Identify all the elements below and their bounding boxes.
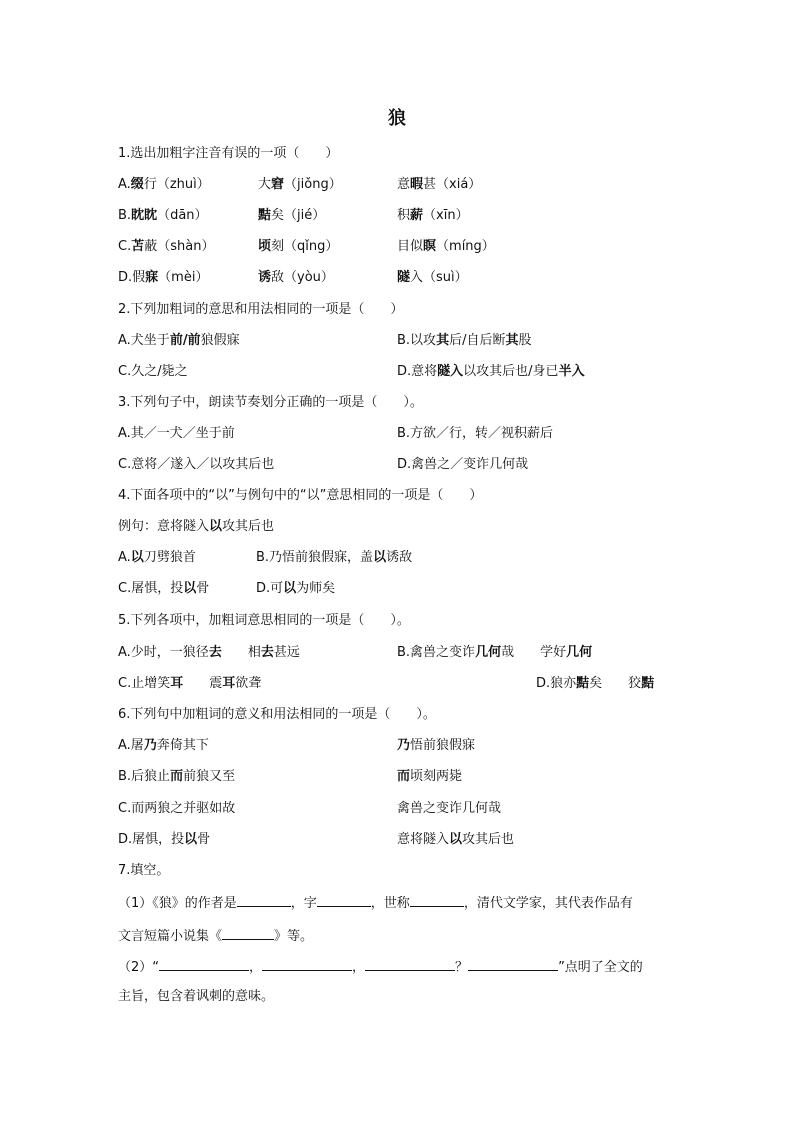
q2-option-c: C.久之/毙之 — [118, 364, 188, 379]
answer-blank-quote-2[interactable] — [262, 957, 352, 971]
question-7-stem: 7.填空。 — [118, 863, 170, 878]
question-3-stem: 3.下列句子中，朗读节奏划分正确的一项是（ ）。 — [118, 395, 423, 410]
answer-blank-quote-3[interactable] — [365, 957, 455, 971]
answer-blank-quote-1[interactable] — [159, 957, 249, 971]
q7-item-1-cont: 文言短篇小说集《 》等。 — [118, 926, 313, 946]
question-5-stem: 5.下列各项中，加粗词意思相同的一项是（ ）。 — [118, 613, 410, 628]
q6-option-d: D.屠惧，投以骨 — [118, 832, 211, 847]
q3-option-d: D.禽兽之／变诈几何哉 — [397, 457, 529, 472]
answer-blank-collection[interactable] — [222, 926, 274, 940]
q2-option-b: B.以攻其后/自后断其股 — [397, 333, 532, 348]
q4-option-c: C.屠惧，投以骨 — [118, 581, 210, 596]
q7-item-2: （2）“ ， ， ？ ”点明了全文的 — [118, 957, 643, 977]
q5-option-b: B.禽兽之变诈几何哉 学好几何 — [397, 645, 593, 660]
q4-option-a: A.以刀劈狼首 — [118, 550, 196, 565]
q1-option-a-2: 大窘（jiǒng） — [258, 177, 342, 192]
q3-option-b: B.方欲／行，转／视积薪后 — [397, 426, 554, 441]
answer-blank-author[interactable] — [237, 893, 291, 907]
q1-option-c-3: 目似瞑（míng） — [397, 239, 495, 254]
question-4-stem: 4.下面各项中的“以”与例句中的“以”意思相同的一项是（ ） — [118, 488, 483, 503]
q4-option-d: D.可以为师矣 — [256, 581, 336, 596]
q6-option-c: C.而两狼之并驱如故 — [118, 801, 236, 816]
q6-option-c-compare: 禽兽之变诈几何哉 — [397, 801, 502, 816]
q3-option-c: C.意将／遂入／以攻其后也 — [118, 457, 275, 472]
q2-option-a: A.犬坐于前/前狼假寐 — [118, 333, 240, 348]
question-1-stem: 1.选出加粗字注音有误的一项（ ） — [118, 146, 339, 161]
q1-option-b-2: 黠矣（jié） — [258, 208, 326, 223]
q6-option-b: B.后狼止而前狼又至 — [118, 769, 236, 784]
q1-option-a-3: 意暇甚（xiá） — [397, 177, 482, 192]
q6-option-d-compare: 意将隧入以攻其后也 — [397, 832, 515, 847]
q7-item-1: （1）《狼》的作者是 ，字 ，世称 ，清代文学家，其代表作品有 — [118, 893, 633, 913]
q2-option-d: D.意将隧入以攻其后也/身已半入 — [397, 364, 585, 379]
q1-option-b-3: 积薪（xīn） — [397, 208, 469, 223]
q4-option-b: B.乃悟前狼假寐，盖以诱敌 — [256, 550, 413, 565]
q1-option-d: D.假寐（mèi） — [118, 270, 209, 285]
q4-example: 例句：意将隧入以攻其后也 — [118, 519, 275, 534]
q5-option-a: A.少时，一狼径去 相去甚远 — [118, 645, 300, 660]
answer-blank-quote-4[interactable] — [468, 957, 558, 971]
q1-option-a: A.缀行（zhuì） — [118, 177, 210, 192]
q6-option-b-compare: 而顷刻两毙 — [397, 769, 463, 784]
question-2-stem: 2.下列加粗词的意思和用法相同的一项是（ ） — [118, 302, 404, 317]
q5-option-d: D.狼亦黠矣 狡黠 — [536, 676, 655, 691]
q1-option-c-2: 顷刻（qǐng） — [258, 239, 339, 254]
q1-option-b: B.眈眈（dān） — [118, 208, 208, 223]
q5-option-c: C.止增笑耳 震耳欲聋 — [118, 676, 262, 691]
q1-option-d-2: 诱敌（yòu） — [258, 270, 334, 285]
answer-blank-courtesy-name[interactable] — [317, 893, 371, 907]
q1-option-d-3: 隧入（suì） — [397, 270, 468, 285]
q6-option-a: A.屠乃奔倚其下 — [118, 738, 209, 753]
q6-option-a-compare: 乃悟前狼假寐 — [397, 738, 476, 753]
answer-blank-title[interactable] — [410, 893, 464, 907]
q7-item-2-cont: 主旨，包含着讽刺的意味。 — [118, 989, 275, 1004]
q1-option-c: C.苫蔽（shàn） — [118, 239, 215, 254]
page-title: 狼 — [388, 108, 406, 129]
q3-option-a: A.其／一犬／坐于前 — [118, 426, 235, 441]
question-6-stem: 6.下列句中加粗词的意义和用法相同的一项是（ ）。 — [118, 707, 436, 722]
